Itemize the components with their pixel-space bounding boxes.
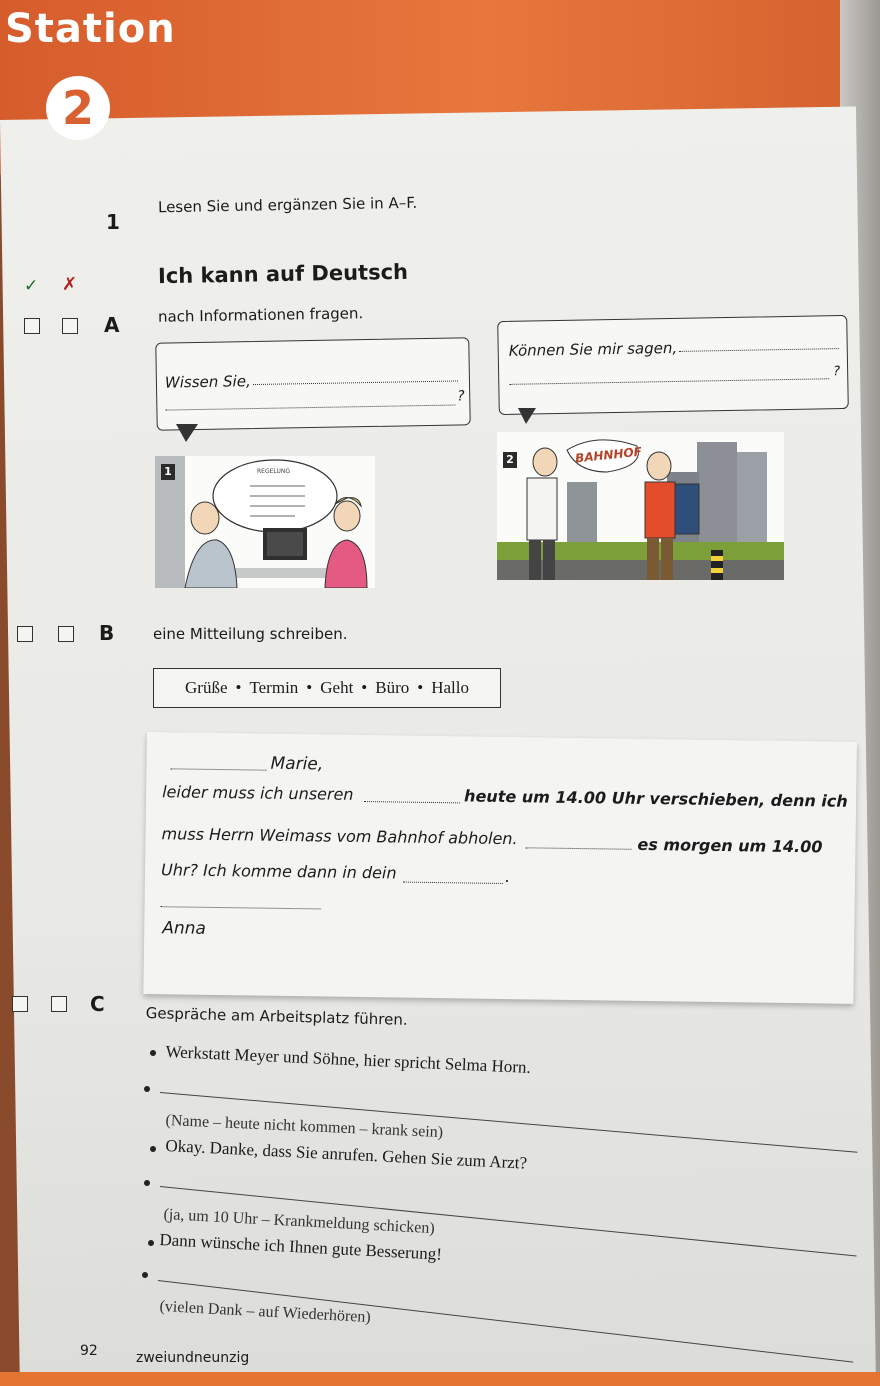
checkbox-c-yes[interactable] — [12, 996, 28, 1012]
answer-blank[interactable] — [525, 847, 631, 849]
checkbox-c-no[interactable] — [51, 996, 67, 1012]
separator-dot: • — [417, 678, 424, 697]
answer-blank[interactable] — [170, 768, 266, 770]
section-b-letter: B — [99, 621, 115, 645]
separator-dot: • — [235, 678, 242, 697]
word-item: Hallo — [431, 678, 469, 697]
exercise-instruction: Lesen Sie und ergänzen Sie in A–F. — [157, 193, 418, 217]
dialog-bullet — [148, 1240, 154, 1246]
dialog-bullet — [150, 1146, 156, 1152]
dialog-hint-2: (ja, um 10 Uhr – Krankmeldung schicken) — [163, 1206, 436, 1238]
dialog-bullet — [142, 1272, 148, 1278]
separator-dot: • — [306, 678, 313, 697]
figure-number-1: 1 — [161, 464, 175, 480]
board-title: REGELUNG — [257, 468, 290, 475]
station-number-badge: 2 — [46, 76, 110, 140]
checkbox-b-no[interactable] — [58, 626, 74, 642]
note-line3-start: Uhr? Ich komme dann in dein — [160, 860, 397, 883]
word-item: Geht — [320, 678, 354, 697]
dialog-hint-3: (vielen Dank – auf Wiederhören) — [159, 1298, 372, 1327]
dialog-line-5: Dann wünsche ich Ihnen gute Besserung! — [159, 1230, 443, 1264]
section-a-title: nach Informationen fragen. — [157, 304, 364, 326]
note-line1-start: leider muss ich unseren — [162, 782, 354, 804]
office-scene-icon — [155, 456, 375, 588]
dialog-hint-1: (Name – heute nicht kommen – krank sein) — [165, 1112, 444, 1142]
answer-blank[interactable] — [403, 882, 503, 884]
figure-number-2: 2 — [503, 452, 517, 468]
checkbox-a-no[interactable] — [62, 318, 78, 334]
dialog-bullet — [150, 1050, 156, 1056]
bubble-left-text: Wissen Sie, — [164, 372, 251, 392]
selfcheck-title: Ich kann auf Deutsch — [157, 259, 409, 289]
check-icon: ✓ — [24, 276, 39, 296]
checkbox-b-yes[interactable] — [17, 626, 33, 642]
speech-bubble-tail — [518, 408, 536, 424]
dialog-bullet — [144, 1086, 150, 1092]
section-c-letter: C — [90, 992, 105, 1016]
note-line3-end: . — [504, 867, 511, 887]
note-line2-start: muss Herrn Weimass vom Bahnhof abholen. — [161, 824, 518, 849]
footer-band — [0, 1372, 880, 1386]
note-line1-end: heute um 14.00 Uhr verschieben, denn ich — [464, 786, 848, 811]
word-item: Termin — [249, 678, 299, 697]
message-note — [143, 732, 857, 1004]
exercise-number: 1 — [106, 210, 120, 234]
bahnhof-sign: BAHNHOF — [574, 444, 643, 466]
dialog-bullet — [144, 1180, 150, 1186]
separator-dot: • — [361, 678, 368, 697]
word-item: Grüße — [185, 678, 228, 697]
station-title: Station — [5, 6, 176, 52]
answer-blank[interactable] — [509, 378, 829, 385]
bubble-right-end: ? — [833, 364, 841, 380]
answer-blank[interactable] — [679, 348, 839, 352]
word-bank — [153, 668, 501, 708]
dialog-line-1: Werkstatt Meyer und Söhne, hier spricht Selma Horn. — [165, 1042, 532, 1077]
section-b-title: eine Mitteilung schreiben. — [153, 625, 348, 643]
section-c-title: Gespräche am Arbeitsplatz führen. — [145, 1004, 408, 1029]
page-number-word: zweiundneunzig — [136, 1350, 250, 1366]
word-item: Büro — [375, 678, 410, 697]
checkbox-a-yes[interactable] — [24, 318, 40, 334]
dialog-line-3: Okay. Danke, dass Sie anrufen. Gehen Sie zum Arzt? — [165, 1136, 528, 1173]
answer-blank[interactable] — [161, 906, 321, 909]
page-number: 92 — [80, 1343, 98, 1359]
note-line2-end: es morgen um 14.00 — [637, 834, 823, 857]
answer-blank[interactable] — [364, 801, 460, 803]
cross-icon: ✗ — [62, 274, 78, 295]
speech-bubble-left — [155, 337, 470, 430]
note-greeting: Marie, — [270, 753, 324, 775]
answer-blank[interactable] — [165, 405, 455, 411]
speech-bubble-tail — [176, 424, 198, 442]
note-signature: Anna — [162, 918, 207, 939]
illustration-office — [155, 456, 375, 588]
speech-bubble-right — [497, 315, 849, 415]
answer-blank[interactable] — [253, 380, 458, 385]
illustration-street — [497, 432, 784, 580]
bubble-right-text: Können Sie mir sagen, — [508, 338, 678, 360]
bubble-left-end: ? — [457, 388, 465, 405]
section-a-letter: A — [104, 313, 120, 337]
